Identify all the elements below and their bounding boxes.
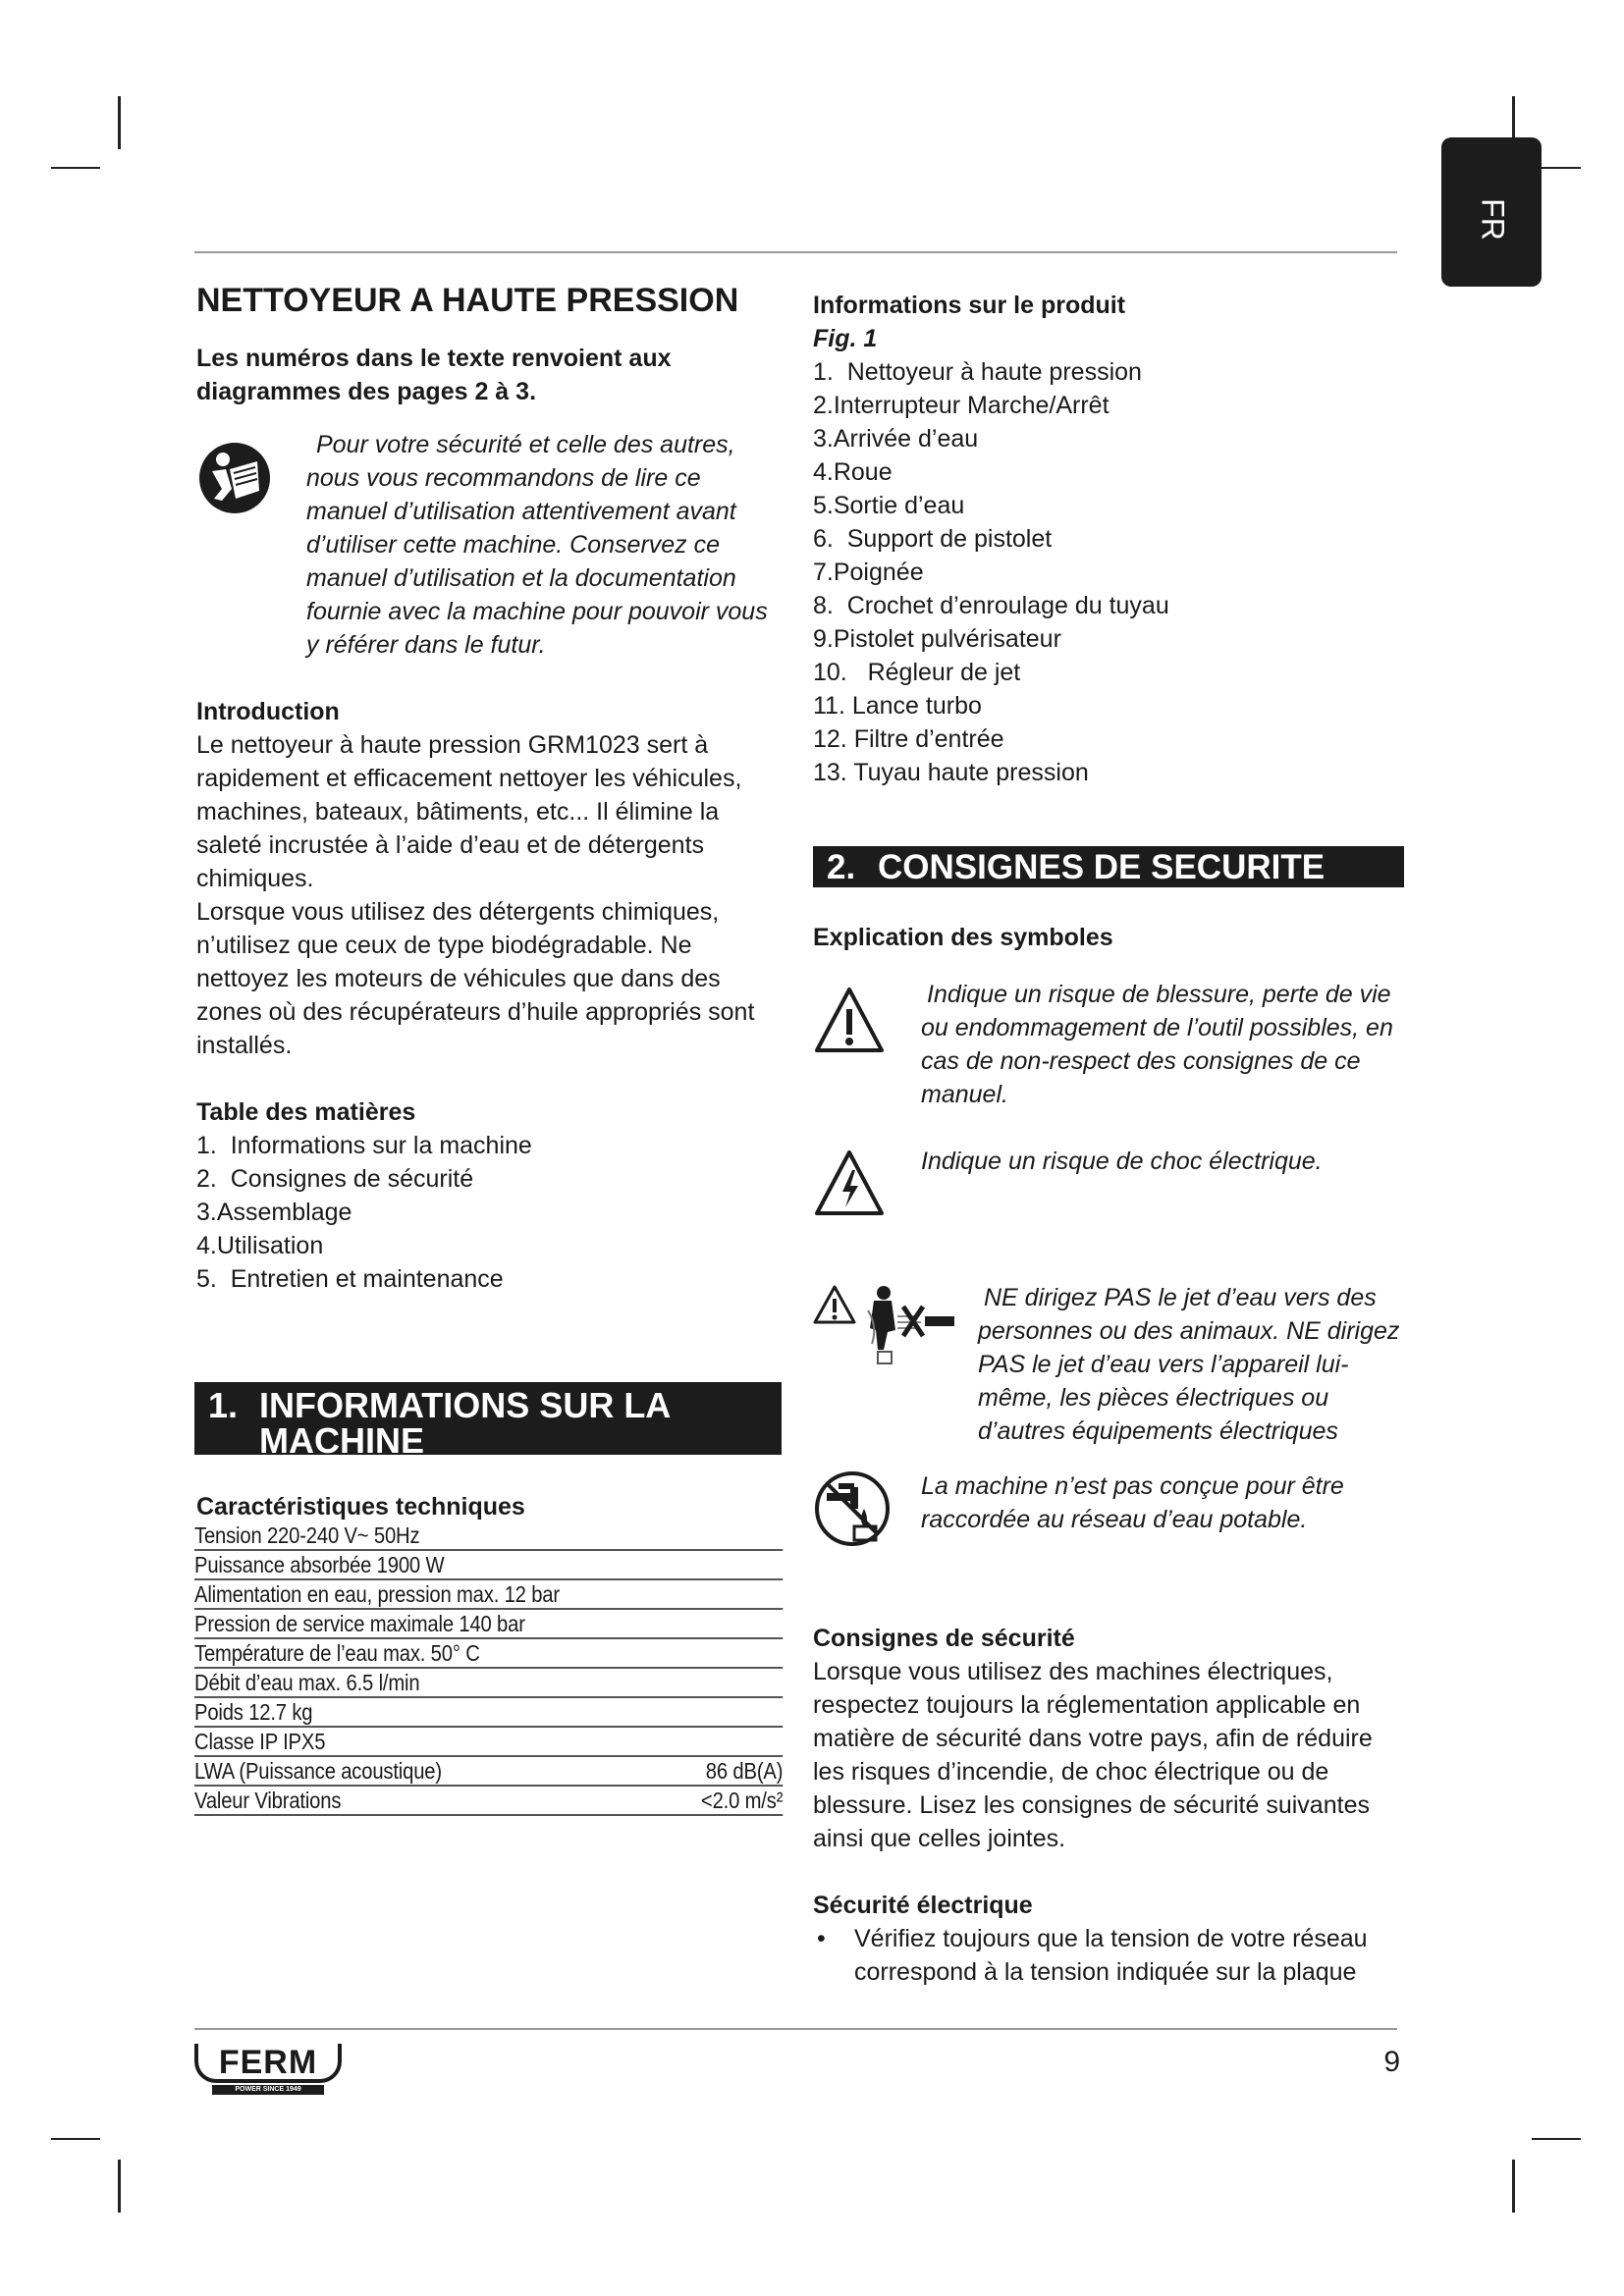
spec-row: [194, 1610, 783, 1639]
no-drinking-water-icon: [813, 1469, 921, 1557]
part-item: 10. Régleur de jet: [813, 659, 1021, 686]
section-2-number: 2.: [827, 848, 856, 886]
toc-item: 2. Consignes de sécurité: [196, 1165, 474, 1193]
electric-shock-icon: [813, 1145, 921, 1226]
part-item: 5.Sortie d’eau: [813, 492, 965, 519]
read-manual-icon: [196, 428, 306, 525]
left-column: [196, 281, 785, 1296]
spec-row: [194, 1757, 783, 1787]
specs-heading: Caractéristiques techniques: [196, 1493, 525, 1521]
symbol-water-text: La machine n’est pas conçue pour être raccordée au réseau d’eau potable.: [921, 1472, 1344, 1533]
toc-item: 5. Entretien et maintenance: [196, 1265, 504, 1293]
toc-heading: Table des matières: [196, 1098, 416, 1126]
safety-text: Lorsque vous utilisez des machines électriques, respectez toujours la réglementation applicable en matière de sécurité dans votre pays, afin de réduire les risques d’incendie, de choc électrique ou de blessure. Lisez les consignes de sécurité suivantes ainsi que celles jointes.: [813, 1658, 1373, 1852]
symbol-shock-row: [813, 1145, 1402, 1226]
spec-row: [194, 1669, 783, 1698]
spec-value: <2.0 m/s²: [700, 1788, 784, 1813]
spec-value: 86 dB(A): [705, 1758, 784, 1784]
section-1-title-line1: INFORMATIONS SUR LA: [259, 1385, 672, 1425]
toc-item: 4.Utilisation: [196, 1232, 324, 1259]
intro-heading: Introduction: [196, 698, 340, 725]
electrical-safety-list: [813, 1922, 1402, 1989]
fig-label: Fig. 1: [813, 325, 878, 352]
logo-tagline: POWER SINCE 1949: [212, 2085, 324, 2095]
part-item: 3.Arrivée d’eau: [813, 425, 979, 453]
spec-row: [194, 1698, 783, 1728]
spec-row: [194, 1787, 783, 1816]
crop-mark: [51, 167, 100, 169]
safety-heading: Consignes de sécurité: [813, 1625, 1075, 1652]
part-item: 1. Nettoyeur à haute pression: [813, 358, 1142, 386]
symbol-jet-text: NE dirigez PAS le jet d’eau vers des personnes ou des animaux. NE dirigez PAS le jet d’eau vers l’appareil lui-même, les pièces électriques ou d’autres équipements électriques: [978, 1284, 1400, 1445]
safety-note: Pour votre sécurité et celle des autres, nous vous recommandons de lire ce manuel d’utilisation attentivement avant d’utiliser cette machine. Conservez ce manuel d’utilisation et la documentation fournie avec la machine pour pouvoir vous y référer dans le futur.: [306, 431, 768, 659]
spec-row: [194, 1580, 783, 1610]
spec-label: Classe IP IPX5: [194, 1729, 326, 1754]
toc-list: [196, 1129, 785, 1296]
spec-label: Alimentation en eau, pression max. 12 bar: [194, 1581, 560, 1607]
section-2-header: [813, 846, 1404, 887]
part-item: 8. Crochet d’enroulage du tuyau: [813, 592, 1169, 619]
part-item: 4.Roue: [813, 458, 893, 486]
page-title: NETTOYEUR A HAUTE PRESSION: [196, 282, 739, 319]
part-item: 13. Tuyau haute pression: [813, 759, 1089, 786]
no-jet-icon: [813, 1281, 978, 1378]
footer-rule: [194, 2028, 1397, 2030]
section-1-title-line2: MACHINE: [259, 1420, 424, 1461]
crop-mark: [118, 2160, 121, 2213]
spec-row: [194, 1522, 783, 1551]
symbol-water-row: [813, 1469, 1402, 1557]
symbol-injury-text: Indique un risque de blessure, perte de vie ou endommagement de l’outil possibles, en cas de non-respect des consignes de ce manuel.: [921, 981, 1393, 1108]
section-1-number: 1.: [208, 1385, 239, 1425]
crop-mark: [51, 2138, 100, 2140]
intro-paragraph-2: Lorsque vous utilisez des détergents chimiques, n’utilisez que ceux de type biodégradable. Ne nettoyez les moteurs de véhicules que dans des zones où des récupérateurs d’huile appropriés sont installés.: [196, 898, 755, 1059]
spec-row: [194, 1728, 783, 1757]
header-rule: [194, 251, 1397, 253]
subtitle: Les numéros dans le texte renvoient aux diagrammes des pages 2 à 3.: [196, 345, 672, 405]
page-number: 9: [1383, 2046, 1400, 2078]
crop-mark: [1512, 2160, 1515, 2213]
spec-row: [194, 1639, 783, 1669]
spec-label: Pression de service maximale 140 bar: [194, 1611, 525, 1636]
spec-label: Puissance absorbée 1900 W: [194, 1552, 445, 1577]
symbols-section: [813, 921, 1402, 1989]
section-1-header: [194, 1382, 782, 1461]
part-item: 11. Lance turbo: [813, 692, 982, 720]
spec-row: [194, 1551, 783, 1580]
language-tab-label: FR: [1475, 198, 1511, 240]
part-item: 6. Support de pistolet: [813, 525, 1053, 553]
spec-label: Tension 220-240 V~ 50Hz: [194, 1522, 420, 1548]
intro-paragraph-1: Le nettoyeur à haute pression GRM1023 sert à rapidement et efficacement nettoyer les véhicules, machines, bateaux, bâtiments, etc... Il élimine la saleté incrustée à l’aide d’eau et de détergents chimiques.: [196, 731, 742, 892]
specs-table: [194, 1522, 787, 1816]
spec-label: Valeur Vibrations: [194, 1788, 342, 1813]
spec-label: Poids 12.7 kg: [194, 1699, 313, 1725]
spec-label: Température de l’eau max. 50° C: [194, 1640, 480, 1666]
symbols-heading: Explication des symboles: [813, 924, 1113, 951]
toc-item: 1. Informations sur la machine: [196, 1132, 532, 1159]
part-item: 7.Poignée: [813, 559, 924, 586]
spec-label: LWA (Puissance acoustique): [194, 1758, 442, 1784]
logo-text: FERM: [218, 2044, 318, 2081]
right-column: [813, 289, 1402, 789]
read-manual-block: [196, 428, 785, 662]
crop-mark: [1532, 2138, 1581, 2140]
product-heading: Informations sur le produit: [813, 292, 1126, 319]
parts-list: [813, 355, 1402, 789]
symbol-jet-row: [813, 1281, 1402, 1448]
electrical-safety-heading: Sécurité électrique: [813, 1892, 1033, 1919]
part-item: 9.Pistolet pulvérisateur: [813, 625, 1061, 653]
warning-icon: [813, 978, 921, 1063]
spec-label: Débit d’eau max. 6.5 l/min: [194, 1670, 420, 1695]
symbol-injury-row: [813, 978, 1402, 1111]
part-item: 2.Interrupteur Marche/Arrêt: [813, 392, 1110, 419]
section-2-title: CONSIGNES DE SECURITE: [878, 848, 1326, 886]
ferm-logo: [194, 2044, 342, 2099]
symbol-shock-text: Indique un risque de choc électrique.: [921, 1148, 1323, 1175]
list-item: • Vérifiez toujours que la tension de votre réseau correspond à la tension indiquée sur la plaque: [813, 1922, 1402, 1989]
toc-item: 3.Assemblage: [196, 1199, 352, 1226]
crop-mark: [118, 96, 121, 149]
part-item: 12. Filtre d’entrée: [813, 725, 1004, 753]
